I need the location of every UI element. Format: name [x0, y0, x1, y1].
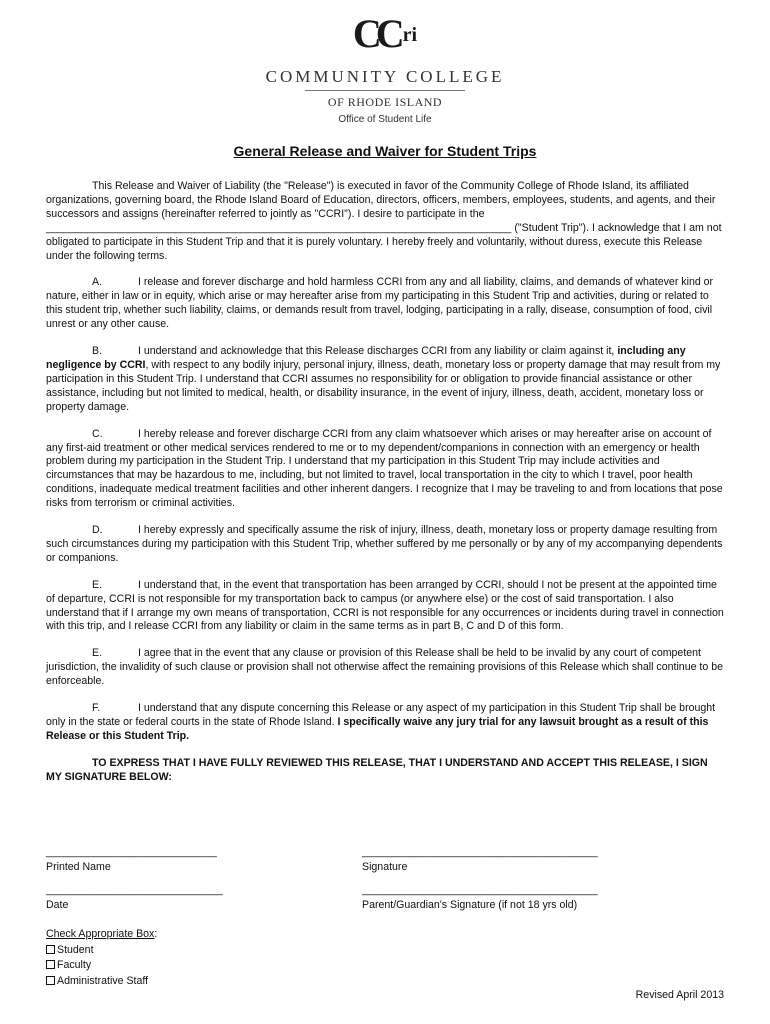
- negligence-clause: including any negligence by CCRI: [46, 345, 686, 371]
- section-e-severability: E. I agree that in the event that any clause or provision of this Release shall be held to be invalid by any court of competent jurisdiction, the invalidity of such clause or provision shall not otherwise affect the remaining provisions of this Release which shall continue to be enforceable.: [46, 647, 723, 688]
- revision-date: Revised April 2013: [635, 989, 724, 1001]
- ccri-logo: CC ri: [352, 11, 418, 56]
- college-state: OF RHODE ISLAND: [327, 95, 443, 109]
- college-name: COMMUNITY COLLEGE: [265, 67, 505, 86]
- document-title: General Release and Waiver for Student Trips: [233, 143, 537, 159]
- date-line[interactable]: ______________________________: [46, 884, 223, 896]
- signature-block[interactable]: [362, 846, 598, 873]
- checkbox-student[interactable]: Student: [46, 943, 157, 959]
- checkbox-faculty[interactable]: Faculty: [46, 958, 157, 974]
- section-c: C. I hereby release and forever discharge CCRI from any claim whatsoever which arises or may hereafter arise on account of any first-aid treatment or other medical services rendered to me or to my dependent/companions in connection with an emergency or health problem during my participation in the Student Trip. I understand that my participation in this Student Trip may include activities and circumstances that may be hazardous to me, including, but not limited to travel, local transportation in the city to which I travel, poor health conditions, inadequate medical treatment facilities and other inherent dangers. I recognize that I may be traveling to and from locations that pose risks from terrorism or criminal activities.: [46, 427, 723, 510]
- date-block[interactable]: [46, 884, 223, 911]
- letterhead: [0, 11, 770, 125]
- intro-paragraph: This Release and Waiver of Liability (the "Release") is executed in favor of the Community College of Rhode Island, its affiliated organizations, governing board, the Rhode Island Board of Education, directors, officers, members, employees, students, and agents, and their successors and assigns (hereinafter referred to jointly as "CCRI"). I desire to participate in the _______________________________________________________________________________ ("Student Trip"). I acknowledge that I am not obligated to participate in this Student Trip and that it is purely voluntary. I hereby freely and voluntarily, without duress, execute this Release under the following terms.: [46, 180, 722, 262]
- checkbox-icon[interactable]: [46, 976, 55, 985]
- section-e-transport: E. I understand that, in the event that transportation has been arranged by CCRI, should I not be present at the appointed time of departure, CCRI is not responsible for my transportation back to campus (or anywhere else) or the cost of said transportation. I also understand that if I arrange my own means of transportation, CCRI is not responsible for any occurrences or incidents during travel in connection with this trip, and I release CCRI from any liability or claim in the same terms as in part B, C and D of this form.: [46, 578, 724, 633]
- acceptance-statement: TO EXPRESS THAT I HAVE FULLY REVIEWED THIS RELEASE, THAT I UNDERSTAND AND ACCEPT THIS RELEASE, I SIGN MY SIGNATURE BELOW:: [46, 756, 708, 783]
- section-b: B. I understand and acknowledge that this Release discharges CCRI from any liability or claim against it, including any negligence by CCRI, with respect to any bodily injury, personal injury, illness, death, monetary loss or property damage that may result from my participation in this Student Trip. I understand that CCRI assumes no responsibility for or obligation to provide financial assistance or other assistance, including but not limited to medical, health, or disability insurance, in the event of injury, illness, death, accident, monetary loss or property damage.: [46, 345, 721, 413]
- checkbox-icon[interactable]: [46, 945, 55, 954]
- parent-signature-label: Parent/Guardian's Signature (if not 18 yrs old): [362, 899, 578, 911]
- signature-line[interactable]: ________________________________________: [362, 846, 598, 858]
- role-checkboxes: [46, 927, 157, 989]
- checkbox-icon[interactable]: [46, 960, 55, 969]
- checkbox-heading: Check Appropriate Box:: [46, 928, 158, 940]
- checkbox-administrative-staff[interactable]: Administrative Staff: [46, 974, 157, 990]
- section-d: D. I hereby expressly and specifically assume the risk of injury, illness, death, monetary loss or property damage resulting from such circumstances during my participation with this Student Trip, whether suffered by me personally or by any of my accompanying dependents or companions.: [46, 524, 723, 564]
- printed-name-block[interactable]: [46, 846, 217, 873]
- document-body: [46, 180, 726, 798]
- date-label: Date: [46, 899, 69, 911]
- section-a: A. I release and forever discharge and hold harmless CCRI from any and all liability, claims, and demands of whatever kind or nature, either in law or in equity, which arise or may hereafter arise from my participating in this Student Trip and activities, during or related to this student trip, whether such liability, claims, or demands result from travel, lodging, participating in a rally, disease, consumption of food, civil unrest or any other cause.: [46, 276, 714, 331]
- section-f: F. I understand that any dispute concerning this Release or any aspect of my participation in this Student Trip shall be brought only in the state or federal courts in the state of Rhode Island. I specifically waive any jury trial for any lawsuit brought as a result of this Release or this Student Trip.: [46, 702, 716, 742]
- printed-name-label: Printed Name: [46, 861, 111, 873]
- parent-signature-line[interactable]: ________________________________________: [362, 884, 598, 896]
- office-name: Office of Student Life: [338, 114, 432, 125]
- printed-name-line[interactable]: _____________________________: [46, 846, 217, 858]
- jury-waiver: I specifically waive any jury trial for any lawsuit brought as a result of this Release or this Student Trip.: [46, 716, 709, 742]
- signature-label: Signature: [362, 861, 408, 873]
- parent-signature-block[interactable]: [362, 884, 598, 911]
- header-divider: [305, 90, 465, 91]
